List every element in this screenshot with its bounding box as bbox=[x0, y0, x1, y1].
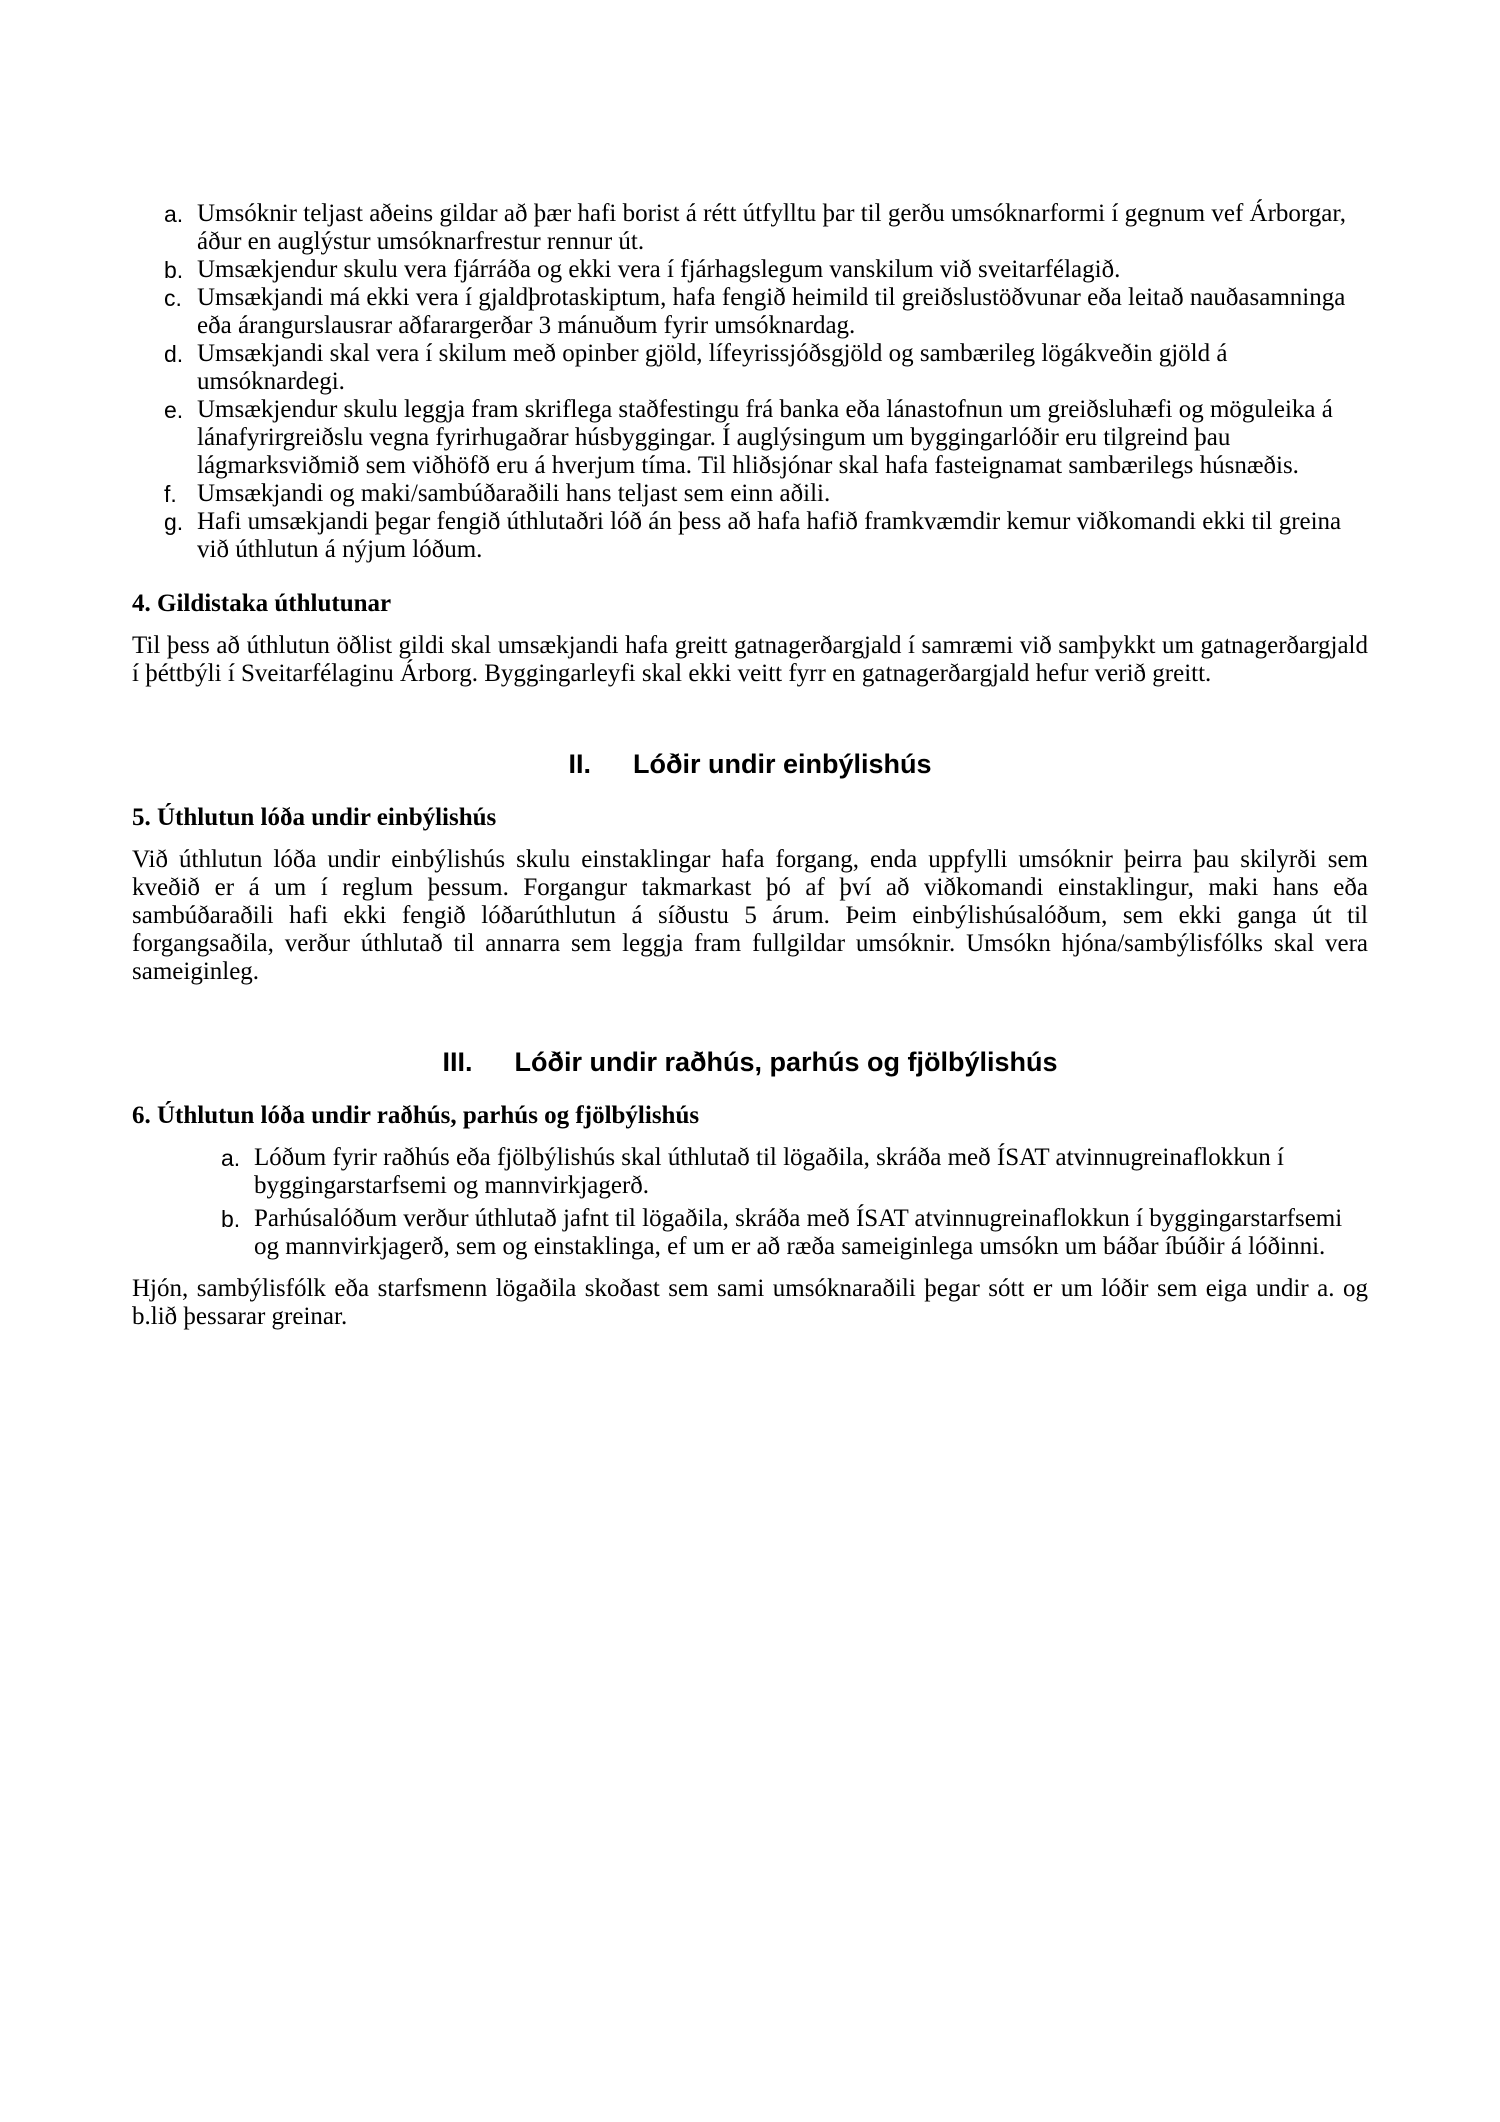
list-item-text: Umsækjandi skal vera í skilum með opinber gjöld, lífeyrissjóðsgjöld og sambærileg lögákveðin gjöld á umsóknardegi. bbox=[197, 340, 1228, 395]
list-item bbox=[132, 1205, 1368, 1261]
list-item bbox=[132, 256, 1368, 284]
chapter-3-title: Lóðir undir raðhús, parhús og fjölbýlishús bbox=[514, 1047, 1058, 1077]
section-6-heading: 6. Úthlutun lóða undir raðhús, parhús og fjölbýlishús bbox=[132, 1102, 700, 1129]
list-item-text: Lóðum fyrir raðhús eða fjölbýlishús skal úthlutað til lögaðila, skráða með ÍSAT atvinnugreinaflokkun í byggingarstarfsemi og mannvirkjagerð. bbox=[254, 1144, 1284, 1199]
section-4-paragraph: Til þess að úthlutun öðlist gildi skal umsækjandi hafa greitt gatnagerðargjald í samræmi við samþykkt um gatnagerðargjald í þéttbýli í Sveitarfélaginu Árborg. Byggingarleyfi skal ekki veitt fyrr en gatnagerðargjald hefur verið greitt. bbox=[132, 632, 1368, 687]
list-item bbox=[132, 284, 1368, 340]
list-item-text: Umsækjendur skulu leggja fram skriflega staðfestingu frá banka eða lánastofnun um greiðsluhæfi og möguleika á lánafyrirgreiðslu vegna fyrirhugaðrar húsbyggingar. Í auglýsingum um byggingarlóðir eru tilgreind þau lágmarksviðmið sem viðhöfð eru á hverjum tíma. Til hliðsjónar skal hafa fasteignamat sambærilegs húsnæðis. bbox=[197, 396, 1333, 479]
list-marker: f. bbox=[164, 481, 177, 507]
list-item bbox=[132, 396, 1368, 480]
list-marker: d. bbox=[164, 341, 184, 367]
list-marker: a. bbox=[221, 1145, 241, 1171]
section-6-list bbox=[132, 1144, 1368, 1261]
list-marker: g. bbox=[164, 509, 184, 535]
list-item-text: Umsækjandi má ekki vera í gjaldþrotaskiptum, hafa fengið heimild til greiðslustöðvunar eða leitað nauðasamninga eða árangurslausrar aðfarargerðar 3 mánuðum fyrir umsóknardag. bbox=[197, 284, 1346, 339]
list-item-text: Umsækjandi og maki/sambúðaraðili hans teljast sem einn aðili. bbox=[197, 480, 831, 507]
list-item-text: Umsækjendur skulu vera fjárráða og ekki vera í fjárhagslegum vanskilum við sveitarfélagið. bbox=[197, 256, 1121, 283]
chapter-3-numeral: III. bbox=[442, 1047, 473, 1077]
section-4-heading: 4. Gildistaka úthlutunar bbox=[132, 590, 392, 617]
list-item-text: Hafi umsækjandi þegar fengið úthlutaðri lóð án þess að hafa hafið framkvæmdir kemur viðkomandi ekki til greina við úthlutun á nýjum lóðum. bbox=[197, 508, 1342, 563]
list-item-text: Parhúsalóðum verður úthlutað jafnt til lögaðila, skráða með ÍSAT atvinnugreinaflokkun í byggingarstarfsemi og mannvirkjagerð, sem og einstaklinga, ef um er að ræða sameiginlega umsókn um báðar íbúðir á lóðinni. bbox=[254, 1205, 1343, 1260]
list-item bbox=[132, 508, 1368, 564]
chapter-2-heading bbox=[132, 750, 1368, 778]
list-marker: c. bbox=[164, 285, 182, 311]
list-item bbox=[132, 200, 1368, 256]
list-item bbox=[132, 340, 1368, 396]
list-item bbox=[132, 480, 1368, 508]
list-marker: e. bbox=[164, 397, 184, 423]
list-marker: b. bbox=[164, 257, 184, 283]
chapter-3-heading bbox=[132, 1048, 1368, 1076]
chapter-2-numeral: II. bbox=[568, 749, 591, 779]
list-item-text: Umsóknir teljast aðeins gildar að þær hafi borist á rétt útfylltu þar til gerðu umsóknarformi í gegnum vef Árborgar, áður en auglýstur umsóknarfrestur rennur út. bbox=[197, 200, 1346, 255]
list-item bbox=[132, 1144, 1368, 1200]
section-5-heading: 5. Úthlutun lóða undir einbýlishús bbox=[132, 804, 497, 831]
section-5-paragraph: Við úthlutun lóða undir einbýlishús skulu einstaklingar hafa forgang, enda uppfylli umsóknir þeirra þau skilyrði sem kveðið er á um í reglum þessum. Forgangur takmarkast þó af því að viðkomandi einstaklingur, maki hans eða sambúðaraðili hafi ekki fengið lóðarúthlutun á síðustu 5 árum. Þeim einbýlishúsalóðum, sem ekki ganga út til forgangsaðila, verður úthlutað til annarra sem leggja fram fullgildar umsóknir. Umsókn hjóna/sambýlisfólks skal vera sameiginleg. bbox=[132, 846, 1368, 985]
list-marker: a. bbox=[164, 201, 184, 227]
list-marker: b. bbox=[221, 1206, 241, 1232]
eligibility-list bbox=[132, 200, 1368, 564]
chapter-2-title: Lóðir undir einbýlishús bbox=[632, 749, 932, 779]
section-6-paragraph: Hjón, sambýlisfólk eða starfsmenn lögaðila skoðast sem sami umsóknaraðili þegar sótt er um lóðir sem eiga undir a. og b.lið þessarar greinar. bbox=[132, 1275, 1368, 1330]
